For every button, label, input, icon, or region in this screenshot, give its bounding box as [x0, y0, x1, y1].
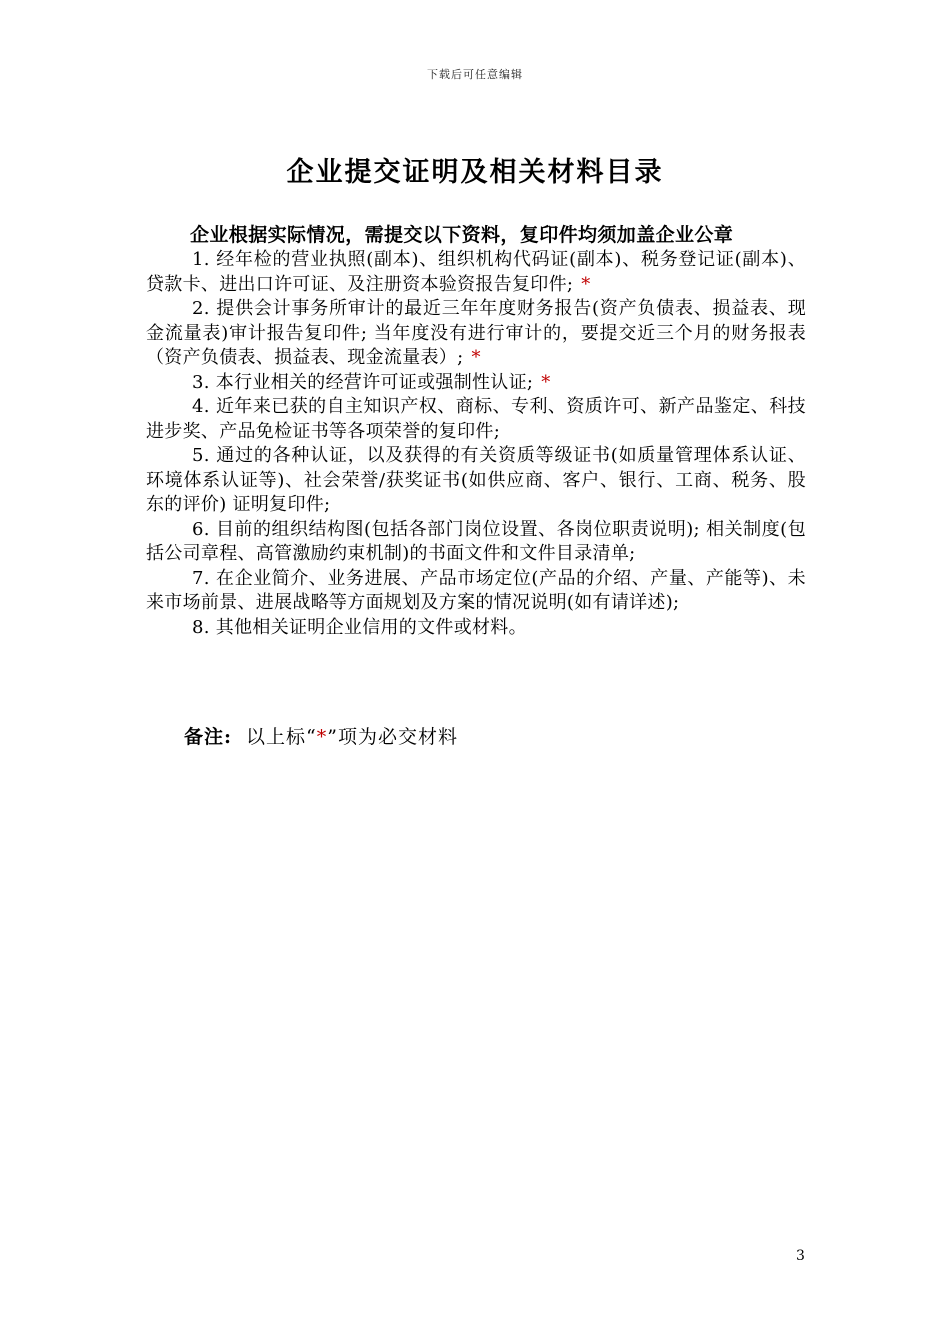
- list-item-text: 3. 本行业相关的经营许可证或强制性认证;: [192, 371, 534, 393]
- list-item: [146, 395, 806, 444]
- list-item: [146, 616, 806, 641]
- note-text-before: 以上标“: [246, 726, 317, 748]
- lead-paragraph: 企业根据实际情况，需提交以下资料，复印件均须加盖企业公章: [190, 224, 734, 246]
- list-item-text: 2. 提供会计事务所审计的最近三年年度财务报告(资产负债表、损益表、现金流量表)审计报告复印件; 当年度没有进行审计的，要提交近三个月的财务报表（资产负债表、损益表、现金流量表）;: [146, 298, 806, 368]
- list-item: [146, 444, 806, 518]
- list-item-text: 4. 近年来已获的自主知识产权、商标、专利、资质许可、新产品鉴定、科技进步奖、产品免检证书等各项荣誉的复印件;: [146, 396, 806, 442]
- note-text-after: ”项为必交材料: [327, 726, 458, 748]
- list-item-text: 5. 通过的各种认证，以及获得的有关资质等级证书(如质量管理体系认证、环境体系认证等)、社会荣誉/获奖证书(如供应商、客户、银行、工商、税务、股东的评价) 证明复印件;: [146, 445, 806, 515]
- list-item: [146, 297, 806, 371]
- required-star-mark: *: [581, 273, 591, 295]
- list-item: [146, 567, 806, 616]
- list-item-text: 1. 经年检的营业执照(副本)、组织机构代码证(副本)、税务登记证(副本)、贷款卡、进出口许可证、及注册资本验资报告复印件;: [146, 249, 806, 295]
- document-body: [146, 222, 806, 640]
- footnote: [184, 722, 458, 749]
- page-number: 3: [796, 1248, 805, 1264]
- required-star-mark: *: [316, 726, 328, 748]
- document-title: 企业提交证明及相关材料目录: [286, 157, 664, 188]
- page-header: 下载后可任意编辑: [427, 68, 523, 81]
- list-item: [146, 371, 806, 396]
- note-label: 备注:: [184, 726, 233, 748]
- required-star-mark: *: [471, 347, 481, 368]
- requirement-list: [146, 248, 806, 640]
- list-item-text: 6. 目前的组织结构图(包括各部门岗位设置、各岗位职责说明); 相关制度(包括公司章程、高管激励约束机制)的书面文件和文件目录清单;: [146, 518, 806, 564]
- required-star-mark: *: [541, 371, 551, 393]
- list-item-text: 8. 其他相关证明企业信用的文件或材料。: [192, 616, 527, 638]
- list-item: [146, 248, 806, 297]
- list-item: [146, 518, 806, 567]
- list-item-text: 7. 在企业简介、业务进展、产品市场定位(产品的介绍、产量、产能等)、未来市场前景、进展战略等方面规划及方案的情况说明(如有请详述);: [146, 567, 806, 613]
